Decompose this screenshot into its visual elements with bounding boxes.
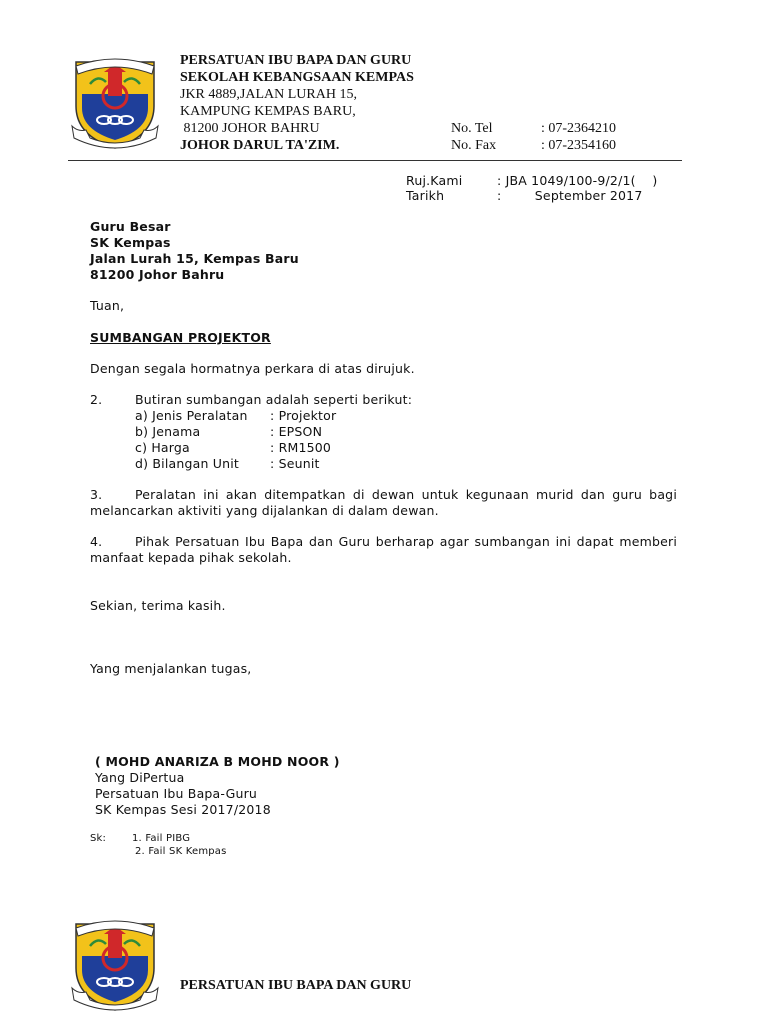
recipient-line4: 81200 Johor Bahru [90,267,225,282]
sign-off: Yang menjalankan tugas, [90,661,252,676]
cc-label: Sk: [90,833,107,844]
paragraph-1: Dengan segala hormatnya perkara di atas dirujuk. [90,361,415,376]
paragraph-4 [90,534,677,566]
org-address-line1: JKR 4889,JALAN LURAH 15, [180,87,357,102]
school-crest-logo [68,916,162,1012]
ruj-value: : JBA 1049/100-9/2/1( ) [497,173,658,188]
salutation: Tuan, [90,298,125,313]
item-value: : RM1500 [270,440,332,455]
org-name-line1: PERSATUAN IBU BAPA DAN GURU [180,53,412,68]
item-label: d) Bilangan Unit [135,456,240,471]
recipient-line2: SK Kempas [90,235,171,250]
signatory-title-1: Yang DiPertua [95,770,185,785]
recipient-line3: Jalan Lurah 15, Kempas Baru [90,251,299,266]
recipient-line1: Guru Besar [90,219,171,234]
ruj-label: Ruj.Kami [406,173,463,188]
tel-value: : 07-2364210 [541,121,617,136]
signatory-name: ( MOHD ANARIZA B MOHD NOOR ) [95,754,340,769]
paragraph-2-number: 2. [90,392,103,407]
letter-subject: SUMBANGAN PROJEKTOR [90,330,271,345]
item-label: b) Jenama [135,424,201,439]
item-value: : Projektor [270,408,337,423]
cc-item-2: 2. Fail SK Kempas [135,846,227,857]
paragraph-3-text: Peralatan ini akan ditempatkan di dewan untuk kegunaan murid dan guru bagi melancarkan aktiviti yang dijalankan di dalam dewan. [90,487,677,518]
item-value: : EPSON [270,424,323,439]
tel-label: No. Tel [451,121,493,136]
footer-org-name: PERSATUAN IBU BAPA DAN GURU [180,978,412,993]
cc-item-1: 1. Fail PIBG [132,833,191,844]
org-name-line2: SEKOLAH KEBANGSAAN KEMPAS [180,70,414,85]
org-address-line4: JOHOR DARUL TA'ZIM. [180,138,340,153]
item-label: a) Jenis Peralatan [135,408,248,423]
closing: Sekian, terima kasih. [90,598,226,613]
letterhead-divider [68,160,682,161]
item-value: : Seunit [270,456,320,471]
signatory-title-2: Persatuan Ibu Bapa-Guru [95,786,258,801]
paragraph-2-text: Butiran sumbangan adalah seperti berikut: [135,392,413,407]
date-label: Tarikh [406,188,445,203]
paragraph-3-number: 3. [90,487,103,502]
signatory-title-3: SK Kempas Sesi 2017/2018 [95,802,271,817]
fax-label: No. Fax [451,138,497,153]
item-label: c) Harga [135,440,190,455]
date-value: : September 2017 [497,188,643,203]
org-address-line2: KAMPUNG KEMPAS BARU, [180,104,356,119]
school-crest-logo [68,54,162,150]
paragraph-4-text: Pihak Persatuan Ibu Bapa dan Guru berharap agar sumbangan ini dapat memberi manfaat kepada pihak sekolah. [90,534,677,565]
paragraph-3 [90,487,677,519]
paragraph-4-number: 4. [90,534,103,549]
fax-value: : 07-2354160 [541,138,617,153]
org-address-line3: 81200 JOHOR BAHRU [180,121,320,136]
